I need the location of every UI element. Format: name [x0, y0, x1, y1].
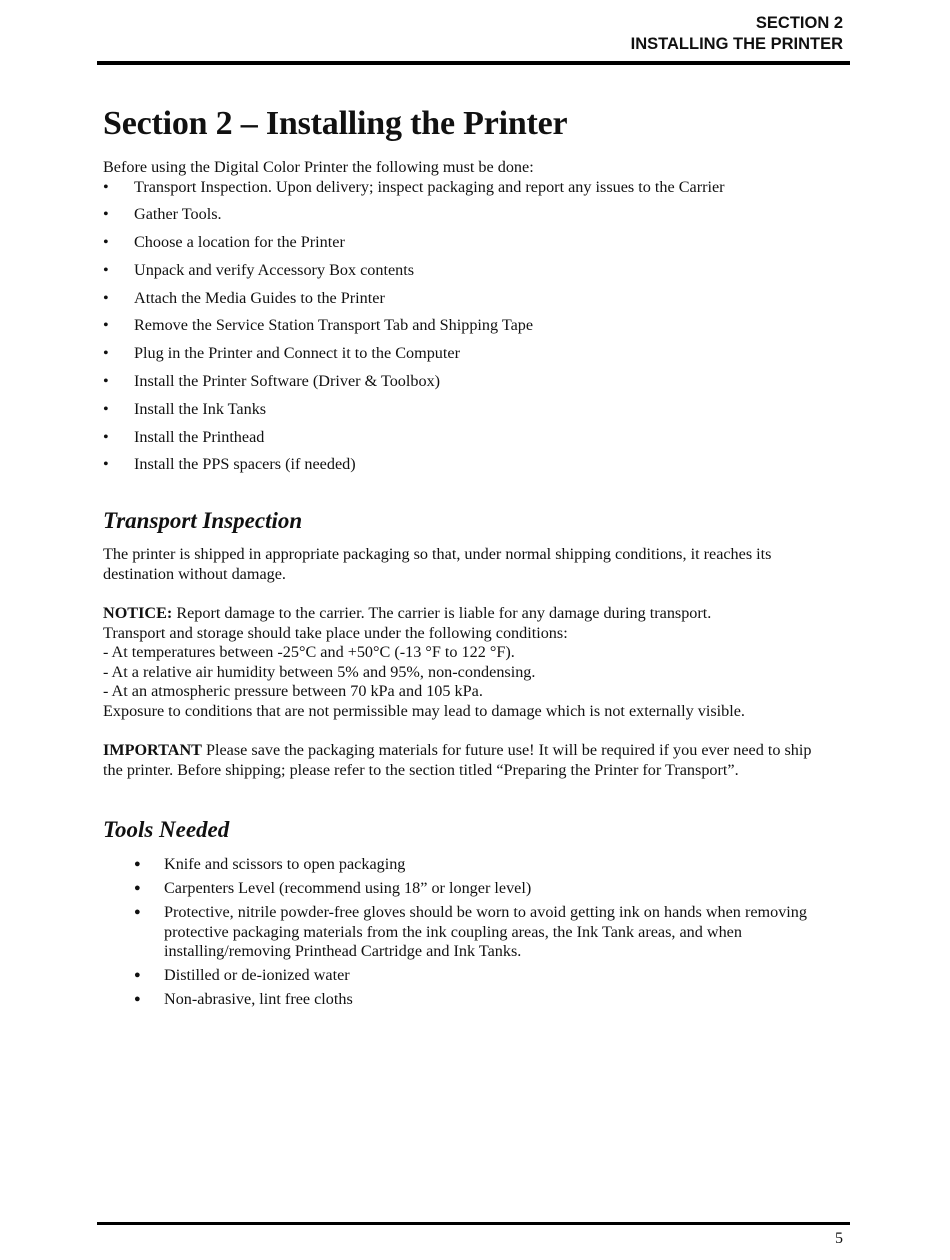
footer-rule	[97, 1222, 850, 1225]
list-item: ● Knife and scissors to open packaging	[134, 855, 823, 875]
list-item: ● Distilled or de-ionized water	[134, 966, 823, 986]
list-item: • Choose a location for the Printer	[103, 233, 823, 261]
important-text: Please save the packaging materials for future use! It will be required if you ever need to ship the printer. Before shipping; please refer to the section titled “Preparing the Printer for Transport”.	[103, 741, 812, 779]
condition-humidity: - At a relative air humidity between 5% and 95%, non-condensing.	[103, 662, 536, 681]
important-label: IMPORTANT	[103, 741, 202, 760]
conditions-intro: Transport and storage should take place under the following conditions:	[103, 623, 568, 642]
list-item: • Transport Inspection. Upon delivery; inspect packaging and report any issues to the Carrier	[103, 178, 823, 206]
intro-text: Before using the Digital Color Printer the following must be done:	[103, 158, 534, 176]
important-note	[103, 741, 823, 780]
list-item: • Gather Tools.	[103, 205, 823, 233]
tools-list	[103, 855, 823, 1010]
condition-pressure: - At an atmospheric pressure between 70 kPa and 105 kPa.	[103, 682, 483, 701]
header-section-title: INSTALLING THE PRINTER	[630, 35, 843, 53]
list-item: • Plug in the Printer and Connect it to the Computer	[103, 344, 823, 372]
notice-line	[103, 604, 823, 624]
page-number: 5	[835, 1230, 843, 1247]
installation-steps-list	[103, 178, 823, 484]
list-item: • Install the Ink Tanks	[103, 400, 823, 428]
transport-paragraph: The printer is shipped in appropriate packaging so that, under normal shipping conditions, it reaches its destination without damage.	[103, 545, 772, 583]
transport-inspection-heading: Transport Inspection	[103, 508, 303, 534]
exposure-text: Exposure to conditions that are not permissible may lead to damage which is not externally visible.	[103, 701, 745, 720]
header-section-number: SECTION 2	[755, 14, 843, 32]
list-item: • Attach the Media Guides to the Printer	[103, 289, 823, 317]
running-header	[631, 13, 843, 55]
page-title: Section 2 – Installing the Printer	[103, 105, 568, 142]
condition-temperature: - At temperatures between -25°C and +50°C (-13 °F to 122 °F).	[103, 643, 515, 662]
list-item: • Install the PPS spacers (if needed)	[103, 455, 823, 483]
page-content	[103, 104, 823, 1014]
tools-needed-heading: Tools Needed	[103, 817, 230, 843]
list-item: ● Protective, nitrile powder-free gloves should be worn to avoid getting ink on hands when removing protective packaging materials from the ink coupling areas, the Ink Tank areas, and when installing/removing Printhead Cartridge and Ink Tanks.	[134, 903, 823, 962]
list-item: • Install the Printer Software (Driver & Toolbox)	[103, 372, 823, 400]
notice-text: Report damage to the carrier. The carrier is liable for any damage during transport.	[172, 604, 712, 623]
list-item: • Install the Printhead	[103, 428, 823, 456]
list-item: • Remove the Service Station Transport Tab and Shipping Tape	[103, 316, 823, 344]
list-item: ● Carpenters Level (recommend using 18” or longer level)	[134, 879, 823, 899]
notice-label: NOTICE:	[103, 604, 173, 623]
header-rule	[97, 61, 850, 65]
list-item: ● Non-abrasive, lint free cloths	[134, 990, 823, 1010]
list-item: • Unpack and verify Accessory Box contents	[103, 261, 823, 289]
notice-block	[103, 604, 823, 721]
